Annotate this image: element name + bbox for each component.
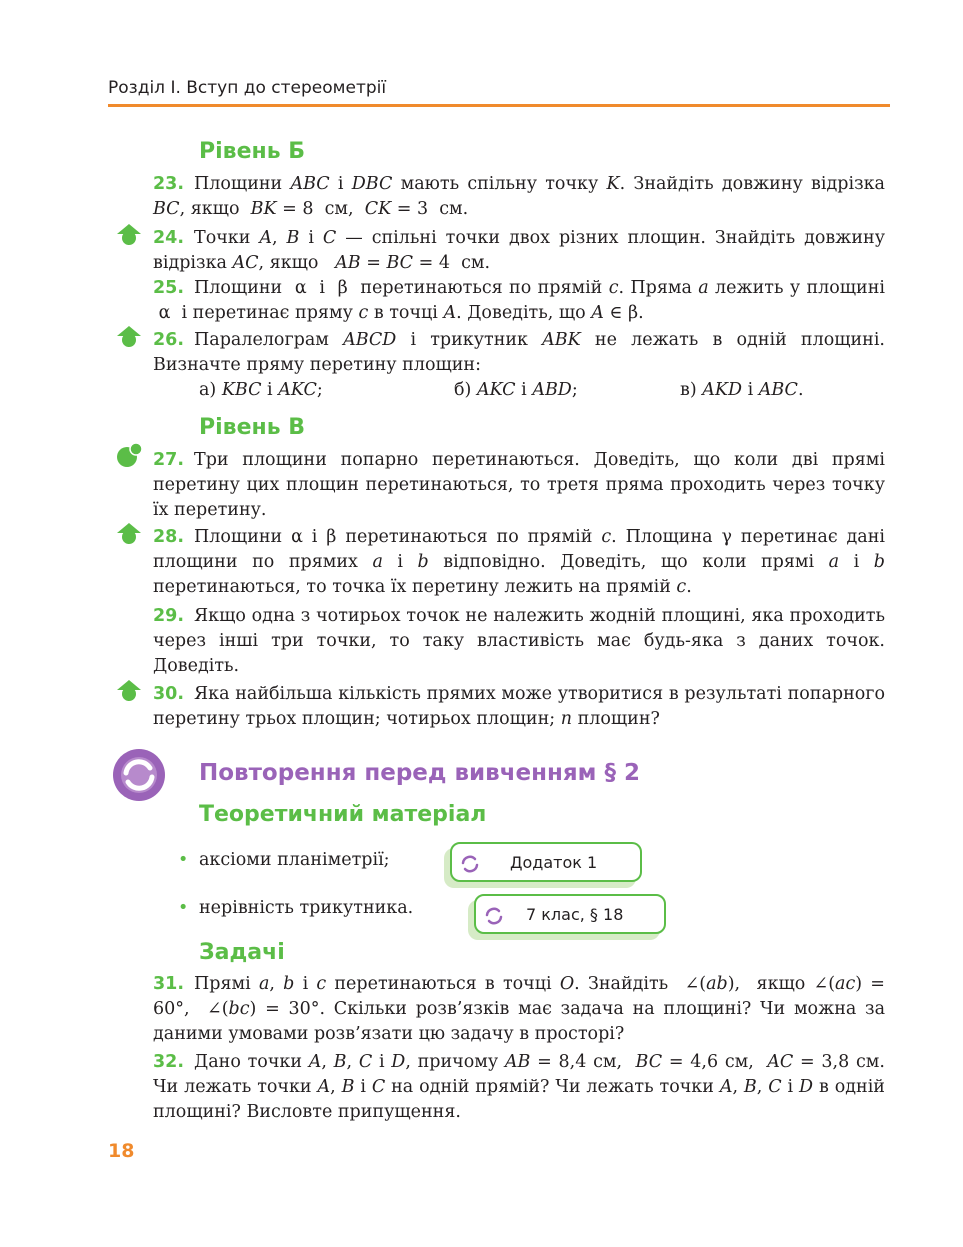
- option-a: а) KBC і AKC;: [199, 380, 323, 400]
- problem-24: 24. Точки A, B і C — спільні точки двох різних площин. Знайдіть довжину відрізка AC, якщо AB = BC = 4 см.: [153, 228, 885, 273]
- review-circle-icon: [112, 748, 166, 802]
- problem-26: 26. Паралелограм ABCD і трикутник ABK не лежать в одній площині. Визначте пряму перетину площин:: [153, 330, 885, 375]
- review-arrows-icon: [484, 906, 504, 926]
- problem-number: 26.: [153, 330, 185, 350]
- problem-29: [153, 604, 885, 679]
- heading-level-b: Рівень Б: [199, 139, 306, 164]
- reference-label: 7 клас, § 18: [526, 905, 624, 924]
- double-circle-marker-icon: [116, 442, 142, 468]
- problem-number: 23.: [153, 174, 185, 194]
- page-number: 18: [108, 1140, 135, 1162]
- problem-30: 30. Яка найбільша кількість прямих може утворитися в результаті попарного перетину трьох площин; чотирьох площин; n площин?: [153, 684, 885, 729]
- problem-29-text: Якщо одна з чотирьох точок не належить жодній площині, яка проходить через інші три точки, то таку властивість має будь-яка з даних точок. Доведіть.: [153, 606, 885, 676]
- theory-item-2: нерівність трикутника.: [199, 898, 414, 918]
- problem-number: 28.: [153, 527, 185, 547]
- problem-28: 28. Площини α і β перетинаються по прямій c. Площина γ перетинає дані площини по прямих a і b відповідно. Доведіть, що коли прямі a і b перетинаються, то точка їх перетину лежить на прямій c.: [153, 527, 886, 597]
- problem-27: [153, 448, 885, 523]
- heading-theory: Теоретичний матеріал: [199, 802, 487, 827]
- reference-label: Додаток 1: [510, 853, 598, 872]
- chapter-title: Розділ І. Вступ до стереометрії: [108, 78, 387, 98]
- reference-box-2: [474, 894, 666, 934]
- heading-level-v: Рівень В: [199, 415, 306, 440]
- option-v: в) AKD і ABC.: [680, 380, 804, 400]
- problem-32: 32. Дано точки A, B, C і D, причому AB = 8,4 см, BC = 4,6 см, AC = 3,8 см. Чи лежать точки A, B і C на одній прямій? Чи лежать точки A, B, C і D в одній площині? Висловте припущення.: [153, 1052, 885, 1122]
- house-marker-icon: [116, 324, 142, 350]
- bullet-icon: •: [178, 898, 189, 918]
- problem-31: 31. Прямі a, b і c перетинаються в точці O. Знайдіть ∠(ab), якщо ∠(ac) = 60°, ∠(bc) = 30°. Скільки розв’язків має задача на площині? Чи можна за даними умовами розв’язати цю задачу в просторі?: [153, 974, 885, 1044]
- problem-number: 31.: [153, 974, 185, 994]
- review-arrows-icon: [460, 854, 480, 874]
- problem-25: 25. Площини α і β перетинаються по прямій c. Пряма a лежить у площині α і перетинає пряму c в точці A. Доведіть, що A ∈ β.: [153, 278, 885, 323]
- problem-number: 30.: [153, 684, 185, 704]
- heading-review: Повторення перед вивченням § 2: [199, 760, 640, 786]
- house-marker-icon: [116, 222, 142, 248]
- problem-number: 29.: [153, 606, 185, 626]
- bullet-icon: •: [178, 850, 189, 870]
- theory-item-1: аксіоми планіметрії;: [199, 850, 390, 870]
- option-b: б) AKC і ABD;: [454, 380, 578, 400]
- heading-tasks: Задачі: [199, 940, 285, 965]
- problem-number: 25.: [153, 278, 185, 298]
- problem-number: 24.: [153, 228, 185, 248]
- problem-27-text: Три площини попарно перетинаються. Доведіть, що коли дві прямі перетину цих площин перетинаються, то третя пряма проходить через точку їх перетину.: [153, 450, 885, 520]
- house-marker-icon: [116, 678, 142, 704]
- house-marker-icon: [116, 521, 142, 547]
- problem-number: 27.: [153, 450, 185, 470]
- problem-23: 23. Площини ABC і DBC мають спільну точку K. Знайдіть довжину відрізка BC, якщо BK = 8 см, CK = 3 см.: [153, 174, 885, 219]
- chapter-header: [108, 78, 890, 107]
- problem-number: 32.: [153, 1052, 185, 1072]
- reference-box-1: [450, 842, 642, 882]
